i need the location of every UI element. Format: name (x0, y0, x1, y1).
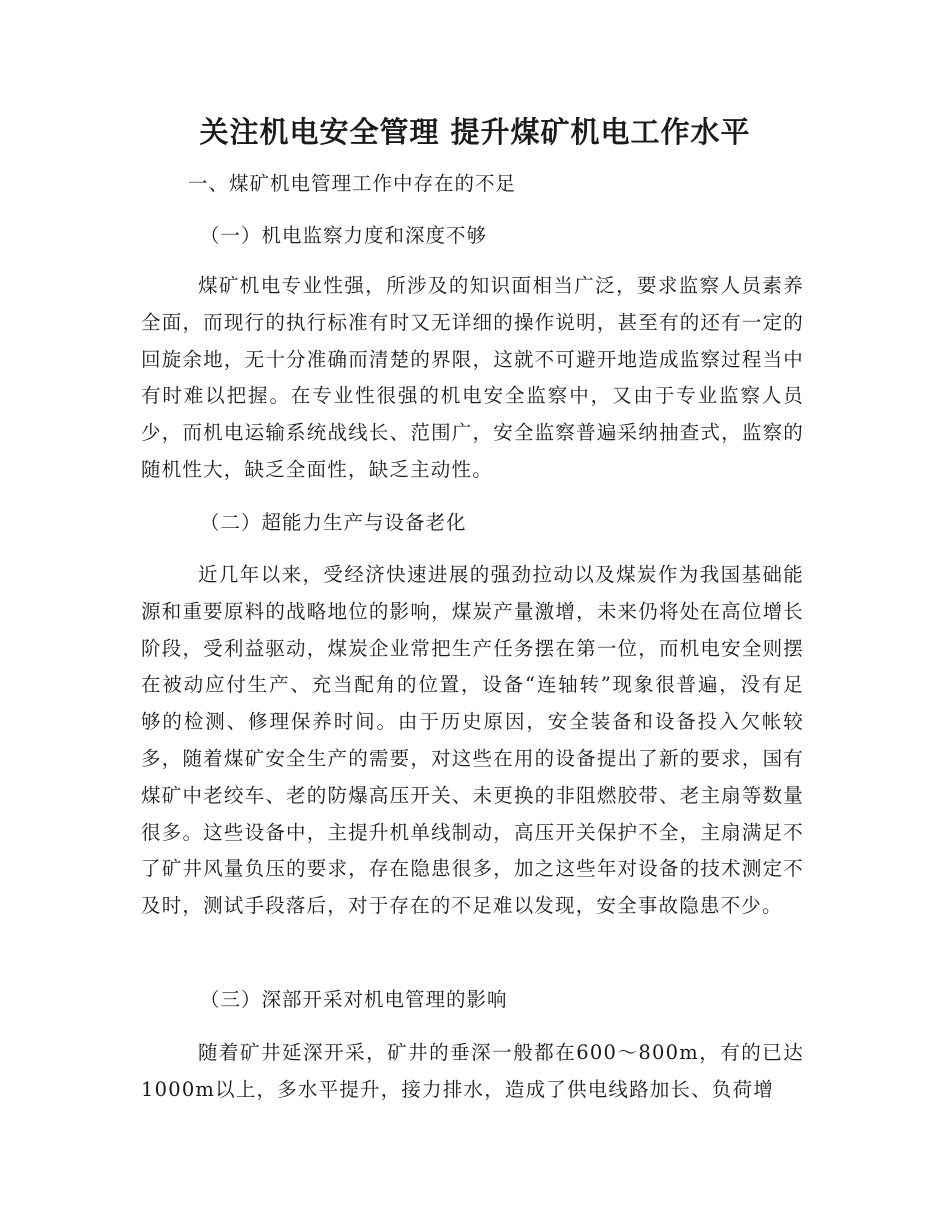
subsection-heading-1: （一）机电监察力度和深度不够 (200, 224, 488, 247)
section-heading: 一、煤矿机电管理工作中存在的不足 (188, 172, 517, 195)
document-title: 关注机电安全管理 提升煤矿机电工作水平 (199, 115, 751, 149)
paragraph-1: 煤矿机电专业性强，所涉及的知识面相当广泛，要求监察人员素养全面，而现行的执行标准有时又无详细的操作说明，甚至有的还有一定的回旋余地，无十分准确而清楚的界限，这就不可避开地造成监察过程当中有时难以把握。在专业性很强的机电安全监察中，又由于专业监察人员少，而机电运输系统战线长、范围广，安全监察普遍采纳抽查式，监察的随机性大，缺乏全面性，缺乏主动性。 (141, 274, 804, 481)
subsection-heading-3: （三）深部开采对机电管理的影响 (200, 988, 508, 1011)
paragraph-3: 随着矿井延深开采，矿井的垂深一般都在600～800m，有的已达1000m以上，多水平提升，接力排水，造成了供电线路加长、负荷增 (141, 1041, 804, 1101)
paragraph-2: 近几年以来，受经济快速进展的强劲拉动以及煤炭作为我国基础能源和重要原料的战略地位的影响，煤炭产量激增，未来仍将处在高位增长阶段，受利益驱动，煤炭企业常把生产任务摆在第一位，而机电安全则摆在被动应付生产、充当配角的位置，设备“连轴转”现象很普遍，没有足够的检测、修理保养时间。由于历史原因，安全装备和设备投入欠帐较多，随着煤矿安全生产的需要，对这些在用的设备提出了新的要求，国有煤矿中老绞车、老的防爆高压开关、未更换的非阻燃胶带、老主扇等数量很多。这些设备中，主提升机单线制动，高压开关保护不全，主扇满足不了矿井风量负压的要求，存在隐患很多，加之这些年对设备的技术测定不及时，测试手段落后，对于存在的不足难以发现，安全事故隐患不少。 (141, 563, 804, 918)
subsection-heading-2: （二）超能力生产与设备老化 (200, 511, 467, 534)
